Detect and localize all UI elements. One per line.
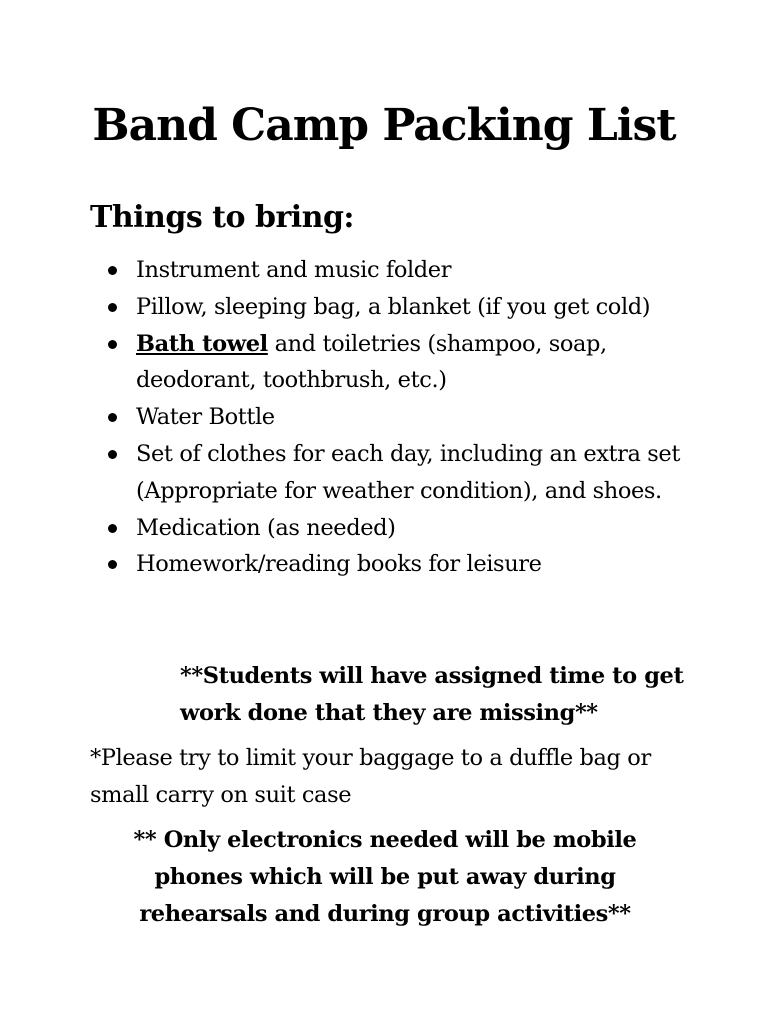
list-item-text: Homework/reading books for leisure <box>136 551 542 578</box>
bullet-icon <box>108 266 117 275</box>
packing-list <box>100 252 680 583</box>
baggage-note: *Please try to limit your baggage to a duffle bag or small carry on suit case <box>90 745 651 808</box>
bullet-icon <box>108 524 117 533</box>
list-item <box>100 252 680 289</box>
bullet-icon <box>108 450 117 459</box>
list-item-text: Instrument and music folder <box>136 257 452 283</box>
list-item-emphasis: Bath towel <box>136 330 268 357</box>
list-item-text: Medication (as needed) <box>136 514 396 541</box>
section-heading: Things to bring: <box>90 200 355 235</box>
list-item-text: and toiletries (shampoo, soap, deodorant, toothbrush, etc.) <box>136 330 607 394</box>
bullet-icon <box>108 413 117 422</box>
list-item <box>100 326 680 400</box>
list-item <box>100 436 680 510</box>
bullet-icon <box>108 560 117 569</box>
list-item <box>100 510 680 547</box>
list-item <box>100 399 680 436</box>
list-item <box>100 546 680 583</box>
list-item <box>100 289 680 326</box>
homework-note: **Students will have assigned time to get work done that they are missing** <box>180 663 684 726</box>
bullet-icon <box>108 303 117 312</box>
list-item-text: Set of clothes for each day, including an extra set (Appropriate for weather condition), and shoes. <box>136 440 680 504</box>
bullet-icon <box>108 340 117 349</box>
list-item-text: Pillow, sleeping bag, a blanket (if you get cold) <box>136 293 651 320</box>
electronics-note: ** Only electronics needed will be mobile phones which will be put away during rehearsals and during group activities** <box>133 827 637 927</box>
page-title: Band Camp Packing List <box>92 100 676 151</box>
list-item-text: Water Bottle <box>136 404 275 431</box>
